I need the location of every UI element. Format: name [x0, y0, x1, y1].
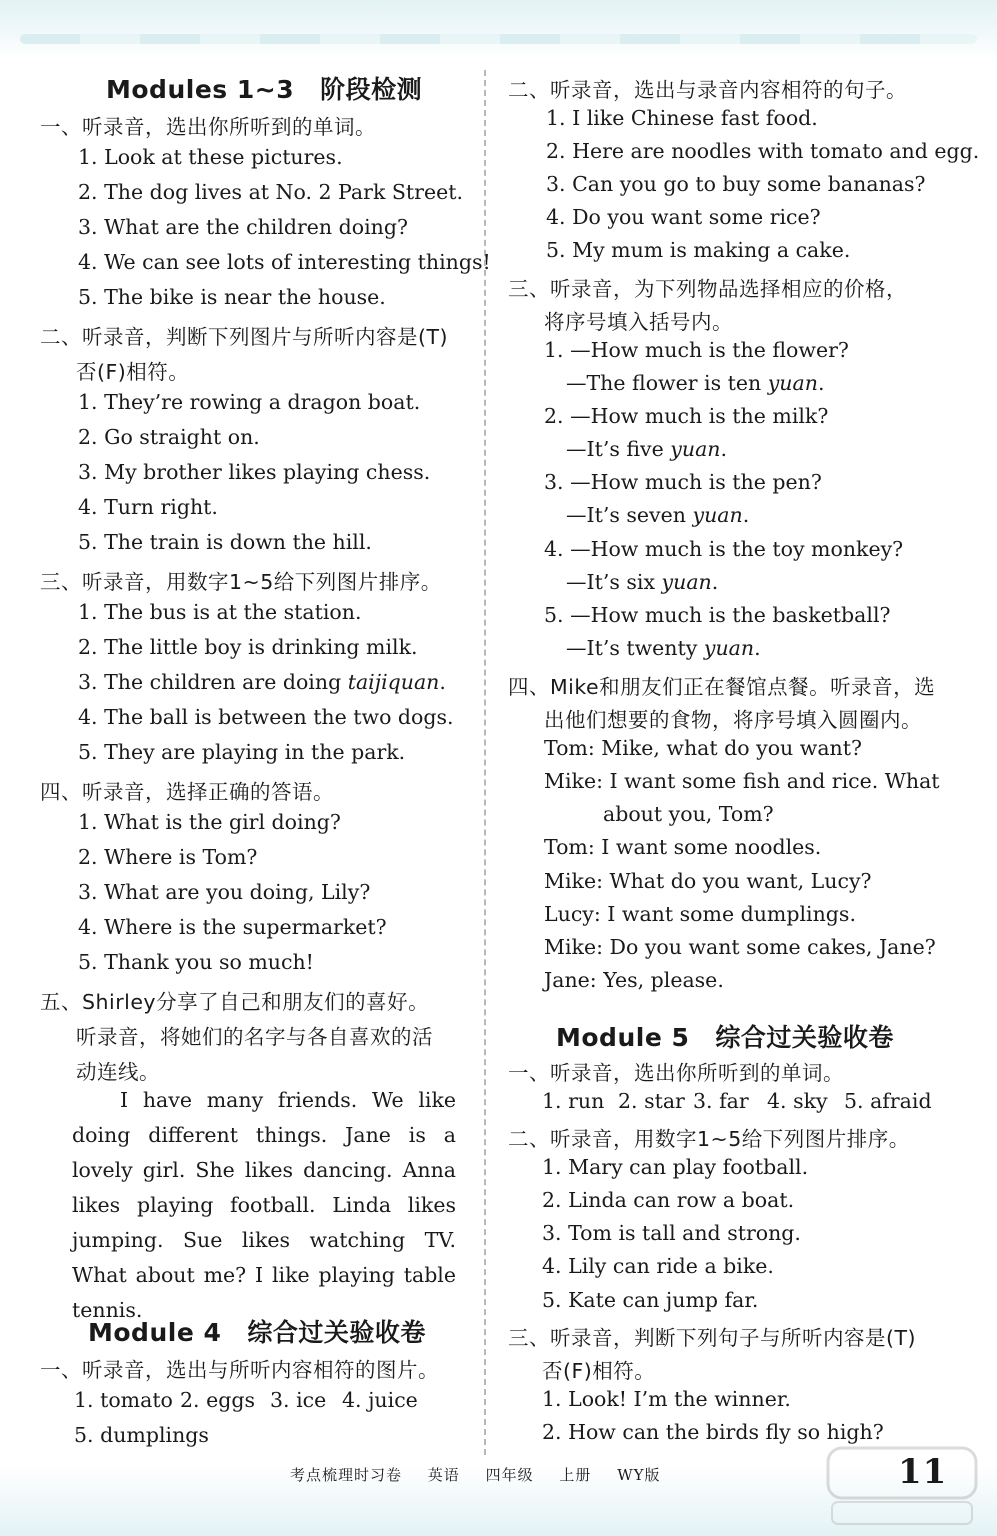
- module-4-title: [88, 1313, 426, 1349]
- dialog-answer: [566, 503, 749, 527]
- section-heading-cont: 否(F)相符。: [542, 1359, 656, 1383]
- dialog-line: Mike: What do you want, Lucy?: [544, 869, 872, 893]
- column-divider: [484, 70, 486, 1455]
- word-option: 5. afraid: [844, 1089, 932, 1113]
- item-punct: .: [754, 636, 761, 660]
- list-item: 4. We can see lots of interesting things!: [78, 250, 491, 274]
- list-item: 2. The dog lives at No. 2 Park Street.: [78, 180, 463, 204]
- title-en: Modules 1~3: [106, 75, 295, 104]
- list-item: 1. The bus is at the station.: [78, 600, 362, 624]
- word-option: 3. ice: [270, 1388, 327, 1412]
- section-heading: 三、听录音，判断下列句子与所听内容是(T): [508, 1326, 917, 1350]
- section-heading: 二、听录音，用数字1~5给下列图片排序。: [508, 1127, 910, 1151]
- list-item: 5. Thank you so much!: [78, 950, 314, 974]
- page-number: 11: [898, 1452, 948, 1492]
- answer-text: —It’s seven: [566, 503, 693, 527]
- list-item: 3. What are the children doing?: [78, 215, 408, 239]
- dialog-line: Jane: Yes, please.: [544, 968, 724, 992]
- list-item: 3. Can you go to buy some bananas?: [546, 172, 926, 196]
- footer-subject: 英语: [427, 1466, 460, 1484]
- list-item: 2. Go straight on.: [78, 425, 260, 449]
- italic-term: yuan: [670, 437, 721, 461]
- answer-text: —It’s twenty: [566, 636, 704, 660]
- section-heading: 二、听录音，判断下列图片与所听内容是(T): [40, 325, 449, 349]
- italic-term: yuan: [767, 371, 818, 395]
- list-item: 1. Look at these pictures.: [78, 145, 343, 169]
- list-item: 3. My brother likes playing chess.: [78, 460, 431, 484]
- title-zh: 综合过关验收卷: [247, 1318, 426, 1347]
- footer-book: 考点梳理时习卷: [290, 1466, 403, 1484]
- list-item: 5. The train is down the hill.: [78, 530, 372, 554]
- list-item: 5. Kate can jump far.: [542, 1288, 759, 1312]
- section-heading: 三、听录音，用数字1~5给下列图片排序。: [40, 570, 442, 594]
- title-en: Module 5: [556, 1023, 690, 1052]
- footer-term: 上册: [559, 1466, 592, 1484]
- item-punct: .: [817, 371, 825, 395]
- list-item: 4. Where is the supermarket?: [78, 915, 387, 939]
- footer-edition: WY版: [617, 1466, 661, 1484]
- page-footer: [290, 1464, 681, 1485]
- dialog-line: Mike: Do you want some cakes, Jane?: [544, 935, 936, 959]
- word-option: 5. dumplings: [74, 1423, 209, 1447]
- italic-term: yuan: [661, 570, 712, 594]
- dialog-line: Tom: I want some noodles.: [544, 835, 822, 859]
- dialog-question: 1. —How much is the flower?: [544, 338, 849, 362]
- list-item: 4. The ball is between the two dogs.: [78, 705, 454, 729]
- dialog-line: Mike: I want some fish and rice. What: [544, 769, 940, 793]
- answer-text: —The flower is ten: [566, 371, 768, 395]
- section-heading-cont: 动连线。: [76, 1060, 160, 1084]
- section-heading: 二、听录音，选出与录音内容相符的句子。: [508, 78, 907, 102]
- list-item: 4. Turn right.: [78, 495, 218, 519]
- top-decor-band: [0, 0, 997, 58]
- word-option: 4. juice: [342, 1388, 418, 1412]
- word-option: 1. run: [542, 1089, 605, 1113]
- word-option: 3. far: [693, 1089, 749, 1113]
- list-item: 1. Mary can play football.: [542, 1155, 809, 1179]
- dialog-line: Tom: Mike, what do you want?: [544, 736, 862, 760]
- list-item: 2. Where is Tom?: [78, 845, 258, 869]
- list-item: 5. The bike is near the house.: [78, 285, 386, 309]
- italic-term: yuan: [692, 503, 743, 527]
- list-item: 5. They are playing in the park.: [78, 740, 406, 764]
- dialog-answer: [566, 570, 718, 594]
- list-item: 4. Lily can ride a bike.: [542, 1254, 774, 1278]
- word-option: 1. tomato: [74, 1388, 173, 1412]
- italic-term: yuan: [703, 636, 755, 660]
- dialog-question: 2. —How much is the milk?: [544, 404, 829, 428]
- dialog-answer: [566, 437, 727, 461]
- list-item: 2. Here are noodles with tomato and egg.: [546, 139, 980, 163]
- answer-text: —It’s six: [566, 570, 662, 594]
- dialog-answer: [566, 371, 824, 395]
- section-heading-cont: 否(F)相符。: [76, 360, 190, 384]
- section-heading-cont: 将序号填入括号内。: [544, 310, 733, 334]
- word-option: 2. eggs: [180, 1388, 255, 1412]
- list-item: 1. I like Chinese fast food.: [546, 106, 818, 130]
- module-5-title: [556, 1018, 894, 1054]
- section-heading: 一、听录音，选出你所听到的单词。: [40, 115, 376, 139]
- list-item: 2. Linda can row a boat.: [542, 1188, 795, 1212]
- section-heading: 四、Mike和朋友们正在餐馆点餐。听录音，选: [508, 675, 936, 699]
- section-heading: 一、听录音，选出你所听到的单词。: [508, 1061, 844, 1085]
- answer-text: —It’s five: [566, 437, 671, 461]
- section-heading: 四、听录音，选择正确的答语。: [40, 780, 334, 804]
- list-item: 1. What is the girl doing?: [78, 810, 341, 834]
- item-text: 3. The children are doing: [78, 670, 348, 694]
- item-punct: .: [439, 670, 446, 694]
- word-option: 2. star: [618, 1089, 685, 1113]
- list-item: 5. My mum is making a cake.: [546, 238, 851, 262]
- list-item: 3. What are you doing, Lily?: [78, 880, 371, 904]
- item-punct: .: [711, 570, 719, 594]
- section-heading: 五、Shirley分享了自己和朋友们的喜好。: [40, 990, 430, 1014]
- module-1-3-title: [106, 70, 422, 106]
- dialog-line: Lucy: I want some dumplings.: [544, 902, 856, 926]
- list-item: 1. Look! I’m the winner.: [542, 1387, 791, 1411]
- item-punct: .: [742, 503, 750, 527]
- list-item: 1. They’re rowing a dragon boat.: [78, 390, 421, 414]
- item-punct: .: [720, 437, 728, 461]
- section-heading: 一、听录音，选出与所听内容相符的图片。: [40, 1358, 439, 1382]
- title-en: Module 4: [88, 1318, 222, 1347]
- section-heading-cont: 听录音，将她们的名字与各自喜欢的活: [76, 1025, 433, 1049]
- dialog-question: 3. —How much is the pen?: [544, 470, 822, 494]
- dialog-answer: [566, 636, 761, 660]
- list-item: 3. Tom is tall and strong.: [542, 1221, 801, 1245]
- dialog-line: about you, Tom?: [603, 802, 774, 826]
- section-heading-cont: 出他们想要的食物，将序号填入圆圈内。: [544, 708, 922, 732]
- italic-term: taijiquan: [347, 670, 440, 694]
- list-item: 4. Do you want some rice?: [546, 205, 821, 229]
- passage: I have many friends. We like doing different things. Jane is a lovely girl. She likes dancing. Anna likes playing football. Linda likes jumping. Sue likes watching TV. What about me? I like playing table tennis.: [72, 1088, 456, 1322]
- section-heading: 三、听录音，为下列物品选择相应的价格，: [508, 277, 907, 301]
- footer-grade: 四年级: [485, 1466, 534, 1484]
- dialog-question: 4. —How much is the toy monkey?: [544, 537, 904, 561]
- list-item: 2. How can the birds fly so high?: [542, 1420, 884, 1444]
- list-item: 2. The little boy is drinking milk.: [78, 635, 418, 659]
- title-zh: 阶段检测: [320, 75, 423, 104]
- word-option: 4. sky: [767, 1089, 828, 1113]
- dialog-question: 5. —How much is the basketball?: [544, 603, 891, 627]
- title-zh: 综合过关验收卷: [715, 1023, 894, 1052]
- list-item: [78, 670, 446, 694]
